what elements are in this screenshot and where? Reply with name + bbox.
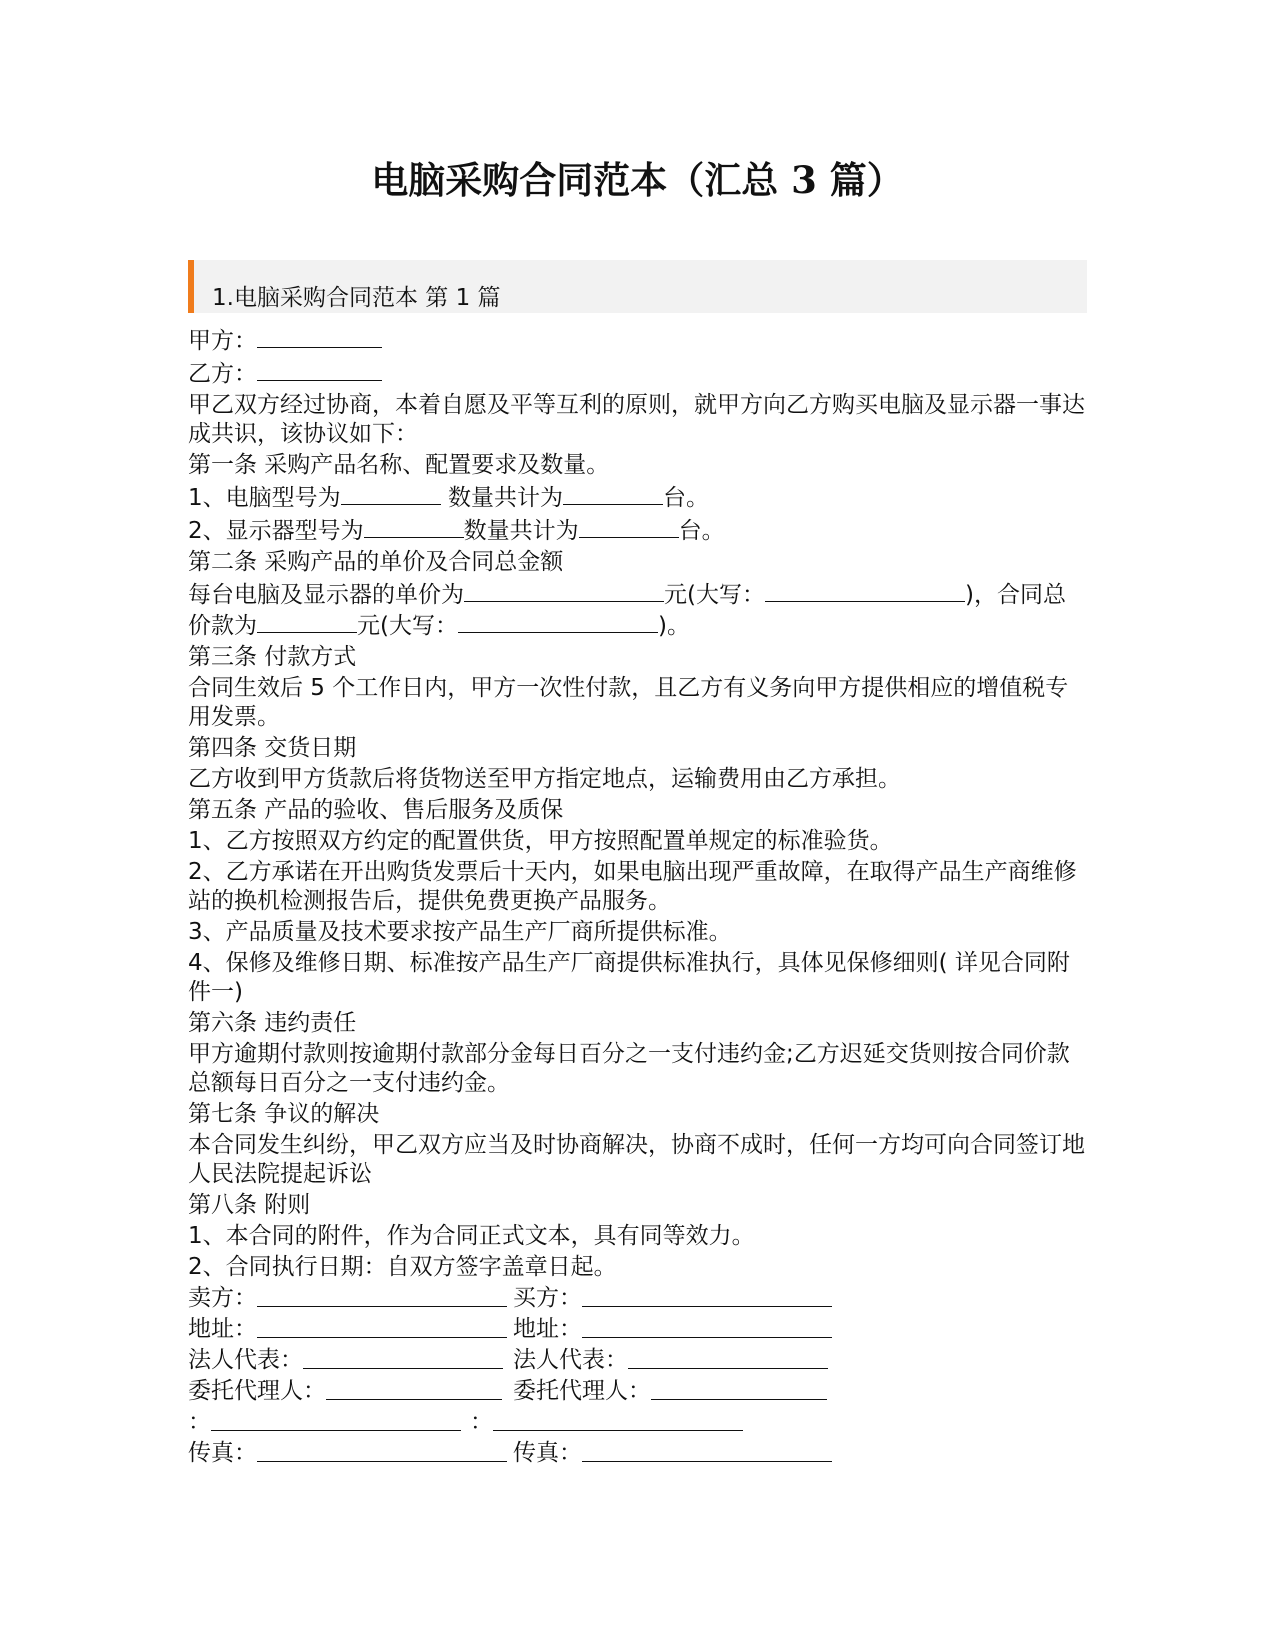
article-5-item-2: 2、乙方承诺在开出购货发票后十天内，如果电脑出现严重故障，在取得产品生产商维修站的换机检测报告后，提供免费更换产品服务。 bbox=[188, 859, 1077, 914]
blank-field bbox=[765, 579, 965, 602]
blank-field bbox=[464, 579, 664, 602]
address-label: 地址： bbox=[188, 1316, 257, 1342]
section-heading: 1.电脑采购合同范本 第 1 篇 bbox=[212, 285, 501, 311]
blank-field bbox=[628, 1346, 828, 1369]
signature-row-legal-rep bbox=[188, 1346, 1088, 1375]
article-8-heading: 第八条 附则 bbox=[188, 1192, 311, 1218]
article-6-text: 甲方逾期付款则按逾期付款部分金每日百分之一支付违约金;乙方迟延交货则按合同价款总额每日百分之一支付违约金。 bbox=[188, 1041, 1070, 1096]
article-7-text: 本合同发生纠纷，甲乙双方应当及时协商解决，协商不成时，任何一方均可向合同签订地人民法院提起诉讼 bbox=[188, 1132, 1085, 1187]
blank-field bbox=[257, 1284, 507, 1307]
signature-row-unlabeled bbox=[188, 1408, 1088, 1437]
signature-row-agent bbox=[188, 1377, 1088, 1406]
blank-field bbox=[582, 1439, 832, 1462]
unlabeled-field: ： bbox=[188, 1408, 470, 1437]
agent-label: 委托代理人： bbox=[513, 1378, 651, 1404]
article-5-heading: 第五条 产品的验收、售后服务及质保 bbox=[188, 797, 564, 823]
signature-row-party bbox=[188, 1284, 1088, 1313]
article-4-heading: 第四条 交货日期 bbox=[188, 735, 357, 761]
blank-field bbox=[257, 1315, 507, 1338]
blank-field bbox=[563, 482, 663, 505]
article-6-heading: 第六条 违约责任 bbox=[188, 1010, 357, 1036]
contract-body bbox=[188, 325, 1088, 1470]
blank-field bbox=[211, 1408, 461, 1431]
article-7-heading: 第七条 争议的解决 bbox=[188, 1101, 380, 1127]
article-1-item-1: 1、电脑型号为 数量共计为 台。 bbox=[188, 482, 1088, 513]
seller-label: 卖方： bbox=[188, 1285, 257, 1311]
party-a-line: 甲方： bbox=[188, 325, 1088, 356]
blank-field bbox=[257, 358, 382, 381]
document-title: 电脑采购合同范本（汇总 3 篇） bbox=[371, 158, 904, 202]
legal-rep-label: 法人代表： bbox=[513, 1347, 628, 1373]
blank-field bbox=[364, 515, 464, 538]
blank-field bbox=[257, 610, 357, 633]
section-accent-bar bbox=[188, 260, 194, 313]
blank-field bbox=[458, 610, 658, 633]
party-b-line: 乙方： bbox=[188, 358, 1088, 389]
article-8-item-2: 2、合同执行日期：自双方签字盖章日起。 bbox=[188, 1254, 617, 1280]
article-2-text: 每台电脑及显示器的单价为 元(大写： )，合同总价款为 元(大写： )。 bbox=[188, 579, 1088, 641]
article-5-item-4: 4、保修及维修日期、标准按产品生产厂商提供标准执行，具体见保修细则( 详见合同附件一) bbox=[188, 950, 1070, 1005]
article-8-item-1: 1、本合同的附件，作为合同正式文本，具有同等效力。 bbox=[188, 1223, 755, 1249]
blank-field bbox=[582, 1315, 832, 1338]
signature-row-address bbox=[188, 1315, 1088, 1344]
article-1-heading: 第一条 采购产品名称、配置要求及数量。 bbox=[188, 452, 610, 478]
article-5-item-1: 1、乙方按照双方约定的配置供货，甲方按照配置单规定的标准验货。 bbox=[188, 828, 893, 854]
buyer-label: 买方： bbox=[513, 1285, 582, 1311]
blank-field bbox=[582, 1284, 832, 1307]
fax-label: 传真： bbox=[513, 1440, 582, 1466]
blank-field bbox=[303, 1346, 503, 1369]
blank-field bbox=[341, 482, 441, 505]
article-1-item-2: 2、显示器型号为 数量共计为 台。 bbox=[188, 515, 1088, 546]
intro-paragraph: 甲乙双方经过协商，本着自愿及平等互利的原则，就甲方向乙方购买电脑及显示器一事达成共识，该协议如下： bbox=[188, 392, 1085, 447]
section-header bbox=[188, 260, 1087, 313]
blank-field bbox=[579, 515, 679, 538]
signature-row-fax bbox=[188, 1439, 1088, 1468]
blank-field bbox=[257, 325, 382, 348]
article-5-item-3: 3、产品质量及技术要求按产品生产厂商所提供标准。 bbox=[188, 919, 732, 945]
article-3-text: 合同生效后 5 个工作日内，甲方一次性付款，且乙方有义务向甲方提供相应的增值税专用发票。 bbox=[188, 675, 1069, 730]
article-2-heading: 第二条 采购产品的单价及合同总金额 bbox=[188, 549, 564, 575]
article-3-heading: 第三条 付款方式 bbox=[188, 644, 357, 670]
agent-label: 委托代理人： bbox=[188, 1378, 326, 1404]
blank-field bbox=[651, 1377, 827, 1400]
blank-field bbox=[326, 1377, 502, 1400]
blank-field bbox=[493, 1408, 743, 1431]
address-label: 地址： bbox=[513, 1316, 582, 1342]
blank-field bbox=[257, 1439, 507, 1462]
unlabeled-field: ： bbox=[470, 1408, 743, 1437]
legal-rep-label: 法人代表： bbox=[188, 1347, 303, 1373]
fax-label: 传真： bbox=[188, 1440, 257, 1466]
article-4-text: 乙方收到甲方货款后将货物送至甲方指定地点，运输费用由乙方承担。 bbox=[188, 766, 901, 792]
